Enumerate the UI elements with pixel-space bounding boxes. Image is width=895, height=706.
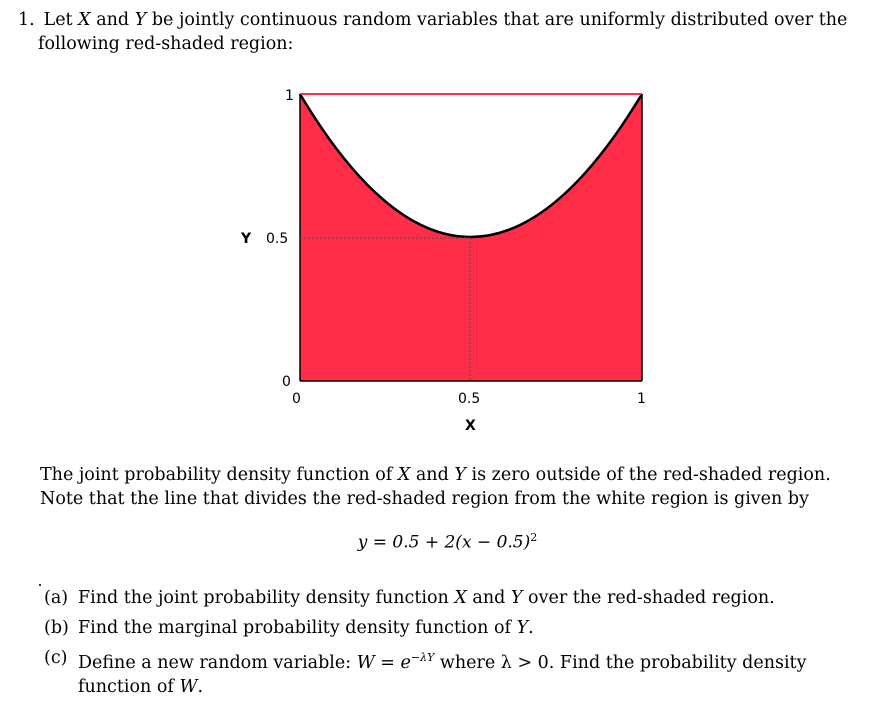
problem-number: 1. [18, 10, 35, 30]
paragraph-line-2: Note that the line that divides the red-shaded region from the white region is given by [40, 489, 809, 509]
subpart-segment: Find the joint probability density function [78, 588, 449, 608]
variable-x: X [78, 10, 91, 30]
paragraph-line-1 [40, 463, 875, 487]
x-tick-0: 0 [292, 391, 301, 407]
subparts-list [44, 586, 864, 705]
subpart-segment: of [156, 676, 174, 697]
paragraph-text: and [415, 465, 449, 485]
variable-y: Y [134, 10, 147, 30]
subpart-text [78, 646, 864, 699]
variable-y: Y [516, 618, 529, 638]
subpart-text [78, 586, 864, 610]
y-axis-title: Y [241, 231, 252, 247]
variable-x: X [454, 588, 467, 608]
y-tick-1: 1 [285, 88, 294, 104]
x-tick-1: 1 [637, 391, 646, 407]
paragraph-text: The joint probability density function of [40, 465, 393, 485]
variable-y: Y [510, 588, 523, 608]
statement-text: Let [43, 10, 73, 30]
subpart-segment: and [472, 588, 506, 608]
y-tick-0-5: 0.5 [266, 231, 289, 247]
statement-text: be jointly continuous random variables that are uniformly distributed over the [151, 10, 848, 30]
subpart-segment: over the red-shaded region. [528, 588, 775, 608]
subpart-label: (a) [44, 588, 69, 608]
description-paragraph [40, 463, 875, 511]
subpart-segment: . [528, 618, 534, 638]
y-tick-0: 0 [282, 374, 291, 390]
equation-exponent: 2 [530, 531, 538, 544]
subpart-text [78, 616, 864, 640]
subpart-segment: Define a new random variable: [78, 652, 352, 673]
subpart-segment: where λ > 0. Find the probability density function [78, 652, 807, 697]
w-definition: W = e [356, 652, 411, 673]
paragraph-text: is zero outside of the red-shaded region. [471, 465, 831, 485]
subpart-label: (b) [44, 618, 69, 638]
equation-body: y = 0.5 + 2(x − 0.5) [357, 532, 531, 553]
statement-text-line2: following red-shaded region: [38, 34, 294, 54]
subpart-a [44, 586, 864, 610]
w-exponent: −λY [410, 651, 435, 664]
variable-x: X [397, 465, 411, 485]
boundary-equation [0, 531, 895, 553]
subpart-c [44, 646, 864, 699]
subpart-b [44, 616, 864, 640]
subpart-segment: . [197, 676, 204, 697]
subpart-segment: Find the marginal probability density function of [78, 618, 511, 638]
statement-text: and [96, 10, 130, 30]
variable-y: Y [454, 465, 466, 485]
subpart-label: (c) [44, 648, 68, 668]
variable-w: W [179, 676, 198, 697]
stray-mark [39, 584, 41, 586]
x-axis-title: X [465, 418, 476, 434]
x-tick-0-5: 0.5 [458, 391, 481, 407]
